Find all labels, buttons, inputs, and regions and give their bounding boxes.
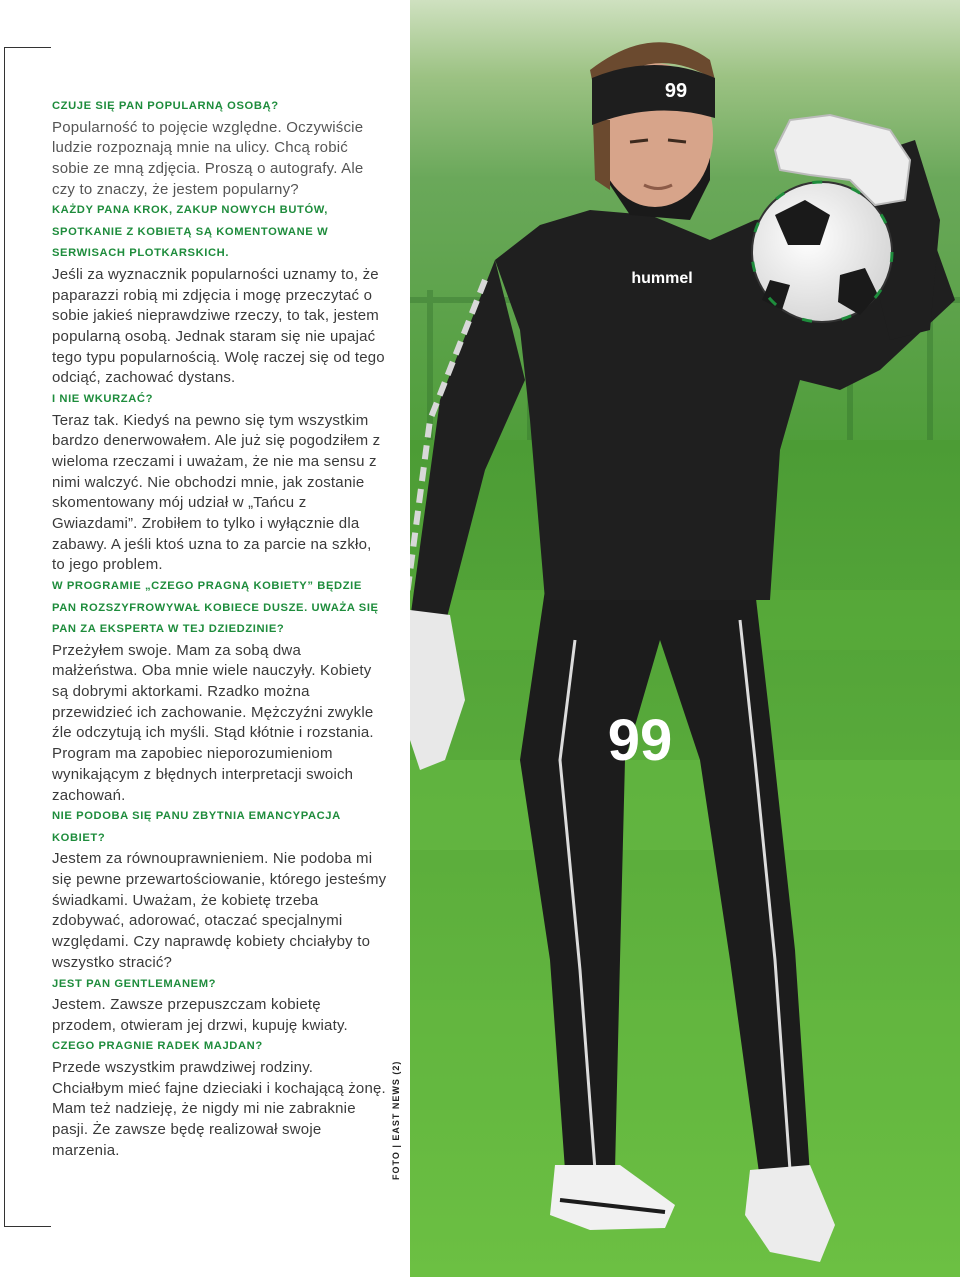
frame-bracket-left: [4, 47, 5, 1227]
question: I NIE WKURZAĆ?: [52, 393, 153, 406]
question: W PROGRAMIE „CZEGO PRAGNĄ KOBIETY” BĘDZIE PAN ROZSZYFROWYWAŁ KOBIECE DUSZE. UWAŻA SIĘ PAN ZA EKSPERTA W TEJ DZIEDZINIE?: [52, 580, 379, 636]
question: KAŻDY PANA KROK, ZAKUP NOWYCH BUTÓW, SPOTKANIE Z KOBIETĄ SĄ KOMENTOWANE W SERWISACH PLOTKARSKICH.: [52, 204, 329, 260]
question: CZUJE SIĘ PAN POPULARNĄ OSOBĄ?: [52, 100, 279, 112]
answer: Teraz tak. Kiedyś na pewno się tym wszystkim bardzo denerwowałem. Ale już się pogodziłem z wieloma rzeczami i uważam, że nie ma sensu z nimi walczyć. Nie obchodzi mnie, jak zostanie skomentowany mój udział w „Tańcu z Gwiazdami”. Zrobiłem to tylko i wyłącznie dla zabawy. A jeśli ktoś uzna to za parcie na szkło, to jego problem.: [52, 411, 381, 574]
photo-credit: FOTO | EAST NEWS (2): [391, 1060, 401, 1180]
answer: Jestem za równouprawnieniem. Nie podoba mi się pewne przewartościowanie, którego jesteśmy świadkami. Uważam, że kobietę trzeba zdobywać, adorować, otaczać specjalnymi względami. Czy naprawdę kobiety chciałyby to wszystko stracić?: [52, 850, 387, 971]
question: JEST PAN GENTLEMANEM?: [52, 977, 217, 990]
shirt-brand: hummel: [631, 270, 693, 287]
frame-bracket-top: [4, 47, 51, 48]
goalkeeper-photo: [410, 0, 960, 1277]
answer: Przede wszystkim prawdziwej rodziny. Chciałbym mieć fajne dzieciaki i kochającą żonę. Mam też nadzieję, że nigdy mi nie zabraknie pasji. Że zawsze będę realizował swoje marzenia.: [52, 1058, 386, 1159]
question: NIE PODOBA SIĘ PANU ZBYTNIA EMANCYPACJA KOBIET?: [52, 810, 341, 844]
interview-text: [52, 96, 387, 1161]
question: CZEGO PRAGNIE RADEK MAJDAN?: [52, 1040, 263, 1053]
shorts-number: 99: [607, 708, 673, 773]
answer: Przeżyłem swoje. Mam za sobą dwa małżeństwa. Oba mnie wiele nauczyły. Kobiety są dobrymi aktorkami. Rzadko można przewidzieć ich zachowanie. Mężczyźni zwykle źle odczytują ich myśli. Stąd kłótnie i rozstania. Program ma zapobiec nieporozumieniom wynikającym z błędnych interpretacji swoich zachowań.: [52, 641, 374, 804]
answer: Jeśli za wyznacznik popularności uznamy to, że paparazzi robią mi zdjęcia i mogę przeczytać o sobie jakieś nieprawdziwe rzeczy, to tak, jestem popularną osobą. Jednak staram się nie upajać tego typu popularnością. Wolę raczej się od tego odciąć, zachować dystans.: [52, 265, 385, 387]
goalkeeper-illustration: [410, 0, 960, 1277]
answer: Jestem. Zawsze przepuszczam kobietę przodem, otwieram jej drzwi, kupuję kwiaty.: [52, 996, 348, 1034]
frame-bracket-bottom: [4, 1226, 51, 1227]
headband-number: 99: [664, 80, 688, 102]
answer: Popularność to pojęcie względne. Oczywiście ludzie rozpoznają mnie na ulicy. Chcą robić sobie ze mną zdjęcia. Proszą o autografy. Ale czy to znaczy, że jestem popularny?: [52, 118, 364, 198]
